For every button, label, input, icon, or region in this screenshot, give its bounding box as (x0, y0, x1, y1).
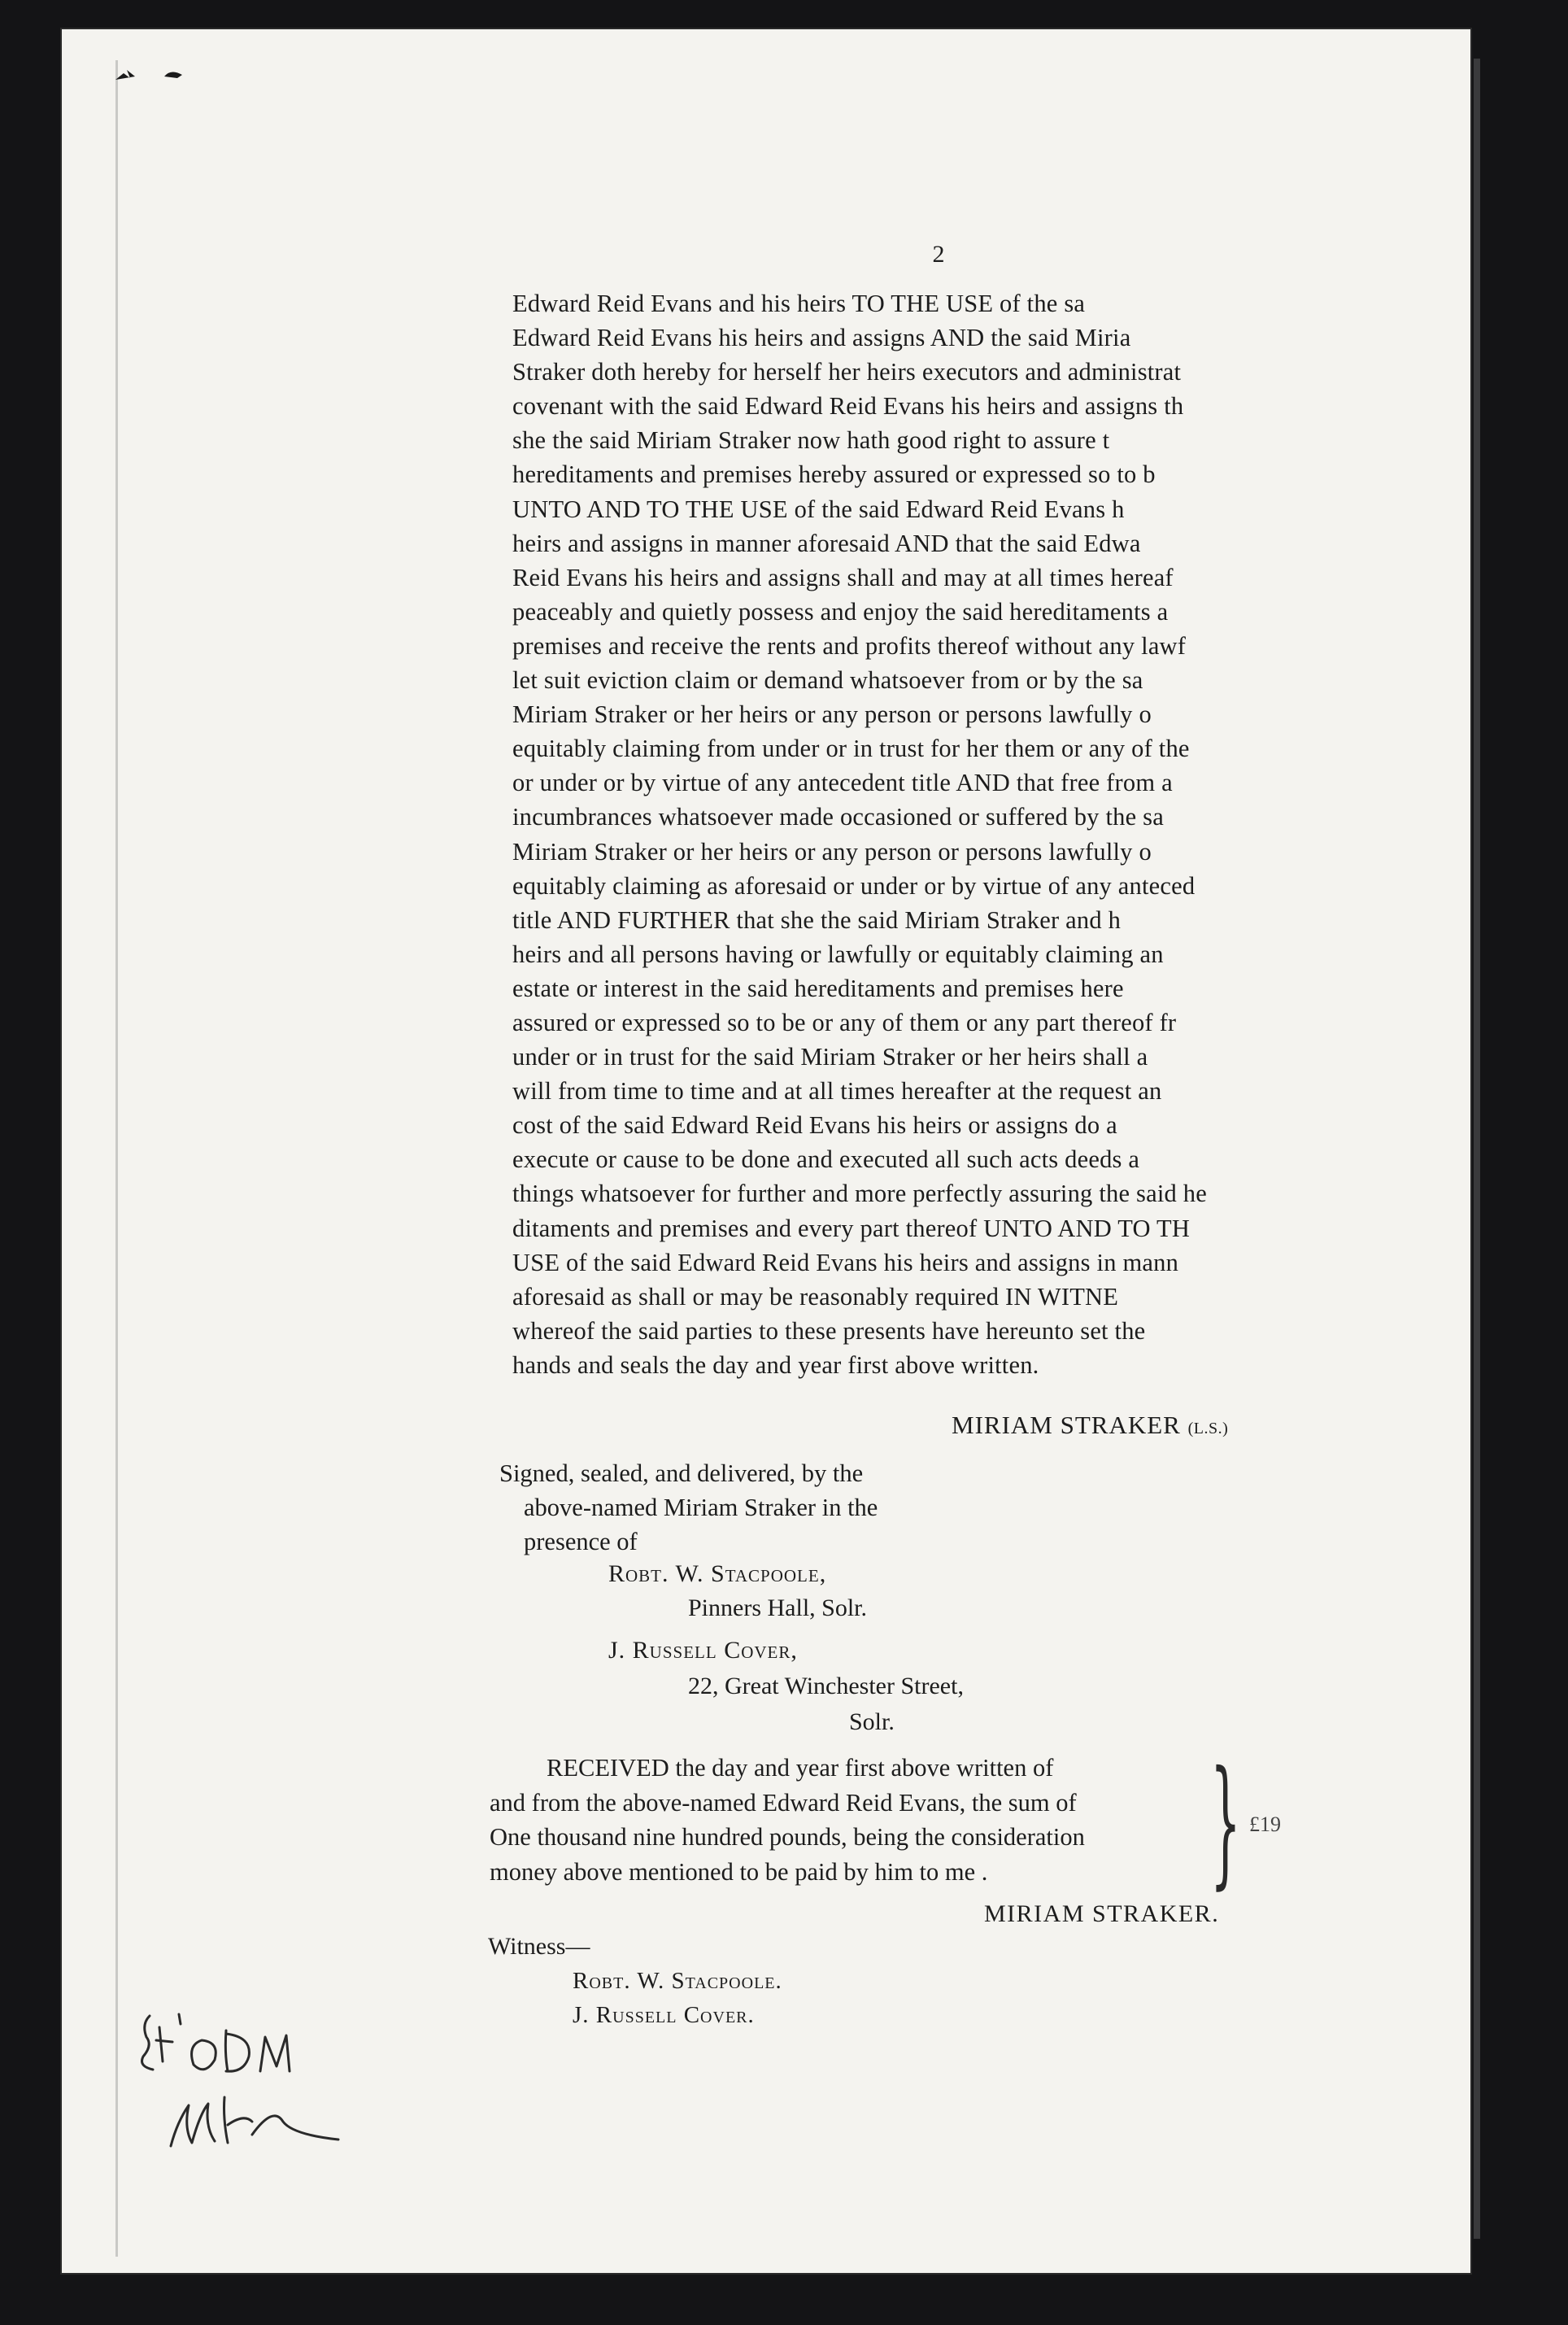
body-line: or under or by virtue of any antecedent title AND that free from a (512, 769, 1173, 797)
body-line: covenant with the said Edward Reid Evans his heirs and assigns th (512, 392, 1184, 421)
witness-1-name: Robt. W. Stacpoole, (608, 1560, 827, 1587)
receipt-line: RECEIVED the day and year first above written of (547, 1754, 1054, 1782)
attestation-clause (499, 1456, 971, 1559)
page-fold-edge (1474, 59, 1480, 2239)
page-number: 2 (932, 241, 945, 268)
body-line: heirs and all persons having or lawfully or equitably claiming an (512, 940, 1164, 968)
body-line: premises and receive the rents and profits thereof without any lawf (512, 631, 1187, 660)
body-line: aforesaid as shall or may be reasonably required IN WITNE (512, 1282, 1119, 1311)
body-line: will from time to time and at all times hereafter at the request an (512, 1077, 1162, 1106)
body-line: assured or expressed so to be or any of them or any part thereof fr (512, 1008, 1177, 1036)
witness-names (573, 1964, 782, 2032)
receipt-line: and from the above-named Edward Reid Evans, the sum of (490, 1788, 1077, 1817)
body-line: hereditaments and premises hereby assured or expressed so to b (512, 460, 1156, 489)
body-line: USE of the said Edward Reid Evans his heirs and assigns in mann (512, 1248, 1179, 1276)
body-line: Edward Reid Evans his heirs and assigns AND the said Miria (512, 324, 1131, 352)
witness-name: Robt. W. Stacpoole. (573, 1968, 782, 1994)
seal-mark: (L.S.) (1187, 1420, 1229, 1437)
receipt-signature: MIRIAM STRAKER. (984, 1900, 1220, 1927)
body-line: Edward Reid Evans and his heirs TO THE USE of the sa (512, 290, 1086, 317)
attestation-line: above-named Miriam Straker in the (524, 1494, 878, 1521)
receipt-clause (490, 1751, 1222, 1889)
body-line: estate or interest in the said hereditaments and premises here (512, 974, 1124, 1002)
body-line: UNTO AND TO THE USE of the said Edward Reid Evans h (512, 495, 1125, 523)
attestation-line: Signed, sealed, and delivered, by the (499, 1459, 864, 1487)
body-line: incumbrances whatsoever made occasioned or suffered by the sa (512, 803, 1164, 831)
body-line: Miriam Straker or her heirs or any person or persons lawfully o (512, 837, 1152, 866)
receipt-line: One thousand nine hundred pounds, being the consideration (490, 1823, 1085, 1851)
body-line: let suit eviction claim or demand whatsoever from or by the sa (512, 666, 1143, 695)
witness-label: Witness— (488, 1933, 590, 1960)
body-line: title AND FURTHER that she the said Miriam Straker and h (512, 905, 1122, 934)
signature-name: MIRIAM STRAKER (952, 1411, 1181, 1439)
body-line: things whatsoever for further and more perfectly assuring the said he (512, 1180, 1207, 1208)
body-line: Reid Evans his heirs and assigns shall and may at all times hereaf (512, 563, 1174, 591)
brace-mark: } (1210, 1742, 1241, 1903)
receipt-line: money above mentioned to be paid by him to me . (490, 1857, 988, 1886)
body-line: peaceably and quietly possess and enjoy the said hereditaments a (512, 597, 1169, 626)
body-line: equitably claiming from under or in trust for her them or any of the (512, 735, 1190, 763)
receipt-amount: £19 (1249, 1812, 1281, 1836)
body-line: execute or cause to be done and executed all such acts deeds a (512, 1145, 1140, 1174)
body-line: under or in trust for the said Miriam Straker or her heirs shall a (512, 1043, 1148, 1071)
body-line: ditaments and premises and every part thereof UNTO AND TO TH (512, 1214, 1191, 1242)
body-line: Straker doth hereby for herself her heirs executors and administrat (512, 358, 1182, 386)
attestation-line: presence of (524, 1528, 638, 1555)
witness-2-name: J. Russell Cover, (608, 1637, 798, 1664)
witness-2-title: Solr. (849, 1708, 895, 1735)
handwritten-initials (130, 1991, 374, 2154)
witness-1-address: Pinners Hall, Solr. (688, 1594, 868, 1621)
body-line: hands and seals the day and year first above written. (512, 1350, 1039, 1379)
body-line: Miriam Straker or her heirs or any person or persons lawfully o (512, 700, 1152, 729)
witness-2-address: 22, Great Winchester Street, (688, 1673, 964, 1699)
deed-body-text (512, 286, 1326, 1382)
body-line: she the said Miriam Straker now hath good right to assure t (512, 426, 1110, 455)
ink-blot-marks (114, 62, 211, 86)
body-line: whereof the said parties to these presents have hereunto set the (512, 1316, 1146, 1345)
body-line: cost of the said Edward Reid Evans his heirs or assigns do a (512, 1111, 1117, 1140)
signature-block (952, 1411, 1228, 1440)
body-line: equitably claiming as aforesaid or under or by virtue of any anteced (512, 871, 1196, 900)
witness-name: J. Russell Cover. (573, 2002, 755, 2028)
body-line: heirs and assigns in manner aforesaid AND that the said Edwa (512, 529, 1141, 557)
